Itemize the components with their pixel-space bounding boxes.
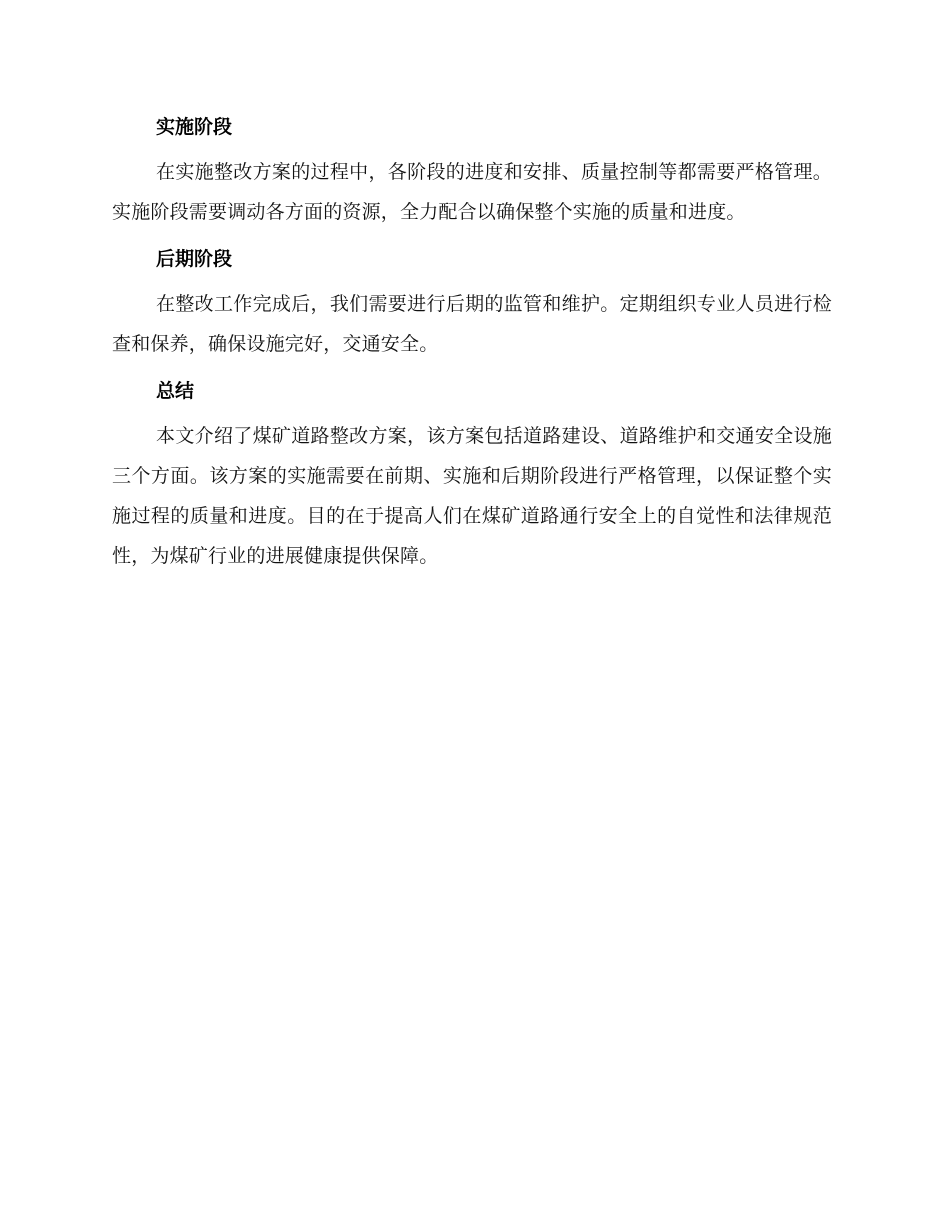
section-paragraph: 在实施整改方案的过程中，各阶段的进度和安排、质量控制等都需要严格管理。实施阶段需要调动各方面的资源，全力配合以确保整个实施的质量和进度。 bbox=[112, 161, 832, 223]
section-implementation bbox=[112, 108, 832, 232]
section-later-stage bbox=[112, 240, 832, 364]
section-heading: 总结 bbox=[156, 380, 195, 402]
document-page bbox=[112, 108, 832, 584]
section-heading: 后期阶段 bbox=[156, 248, 233, 270]
section-paragraph: 在整改工作完成后，我们需要进行后期的监管和维护。定期组织专业人员进行检查和保养，确保设施完好，交通安全。 bbox=[112, 293, 832, 355]
section-heading: 实施阶段 bbox=[156, 116, 233, 138]
section-paragraph: 本文介绍了煤矿道路整改方案，该方案包括道路建设、道路维护和交通安全设施三个方面。该方案的实施需要在前期、实施和后期阶段进行严格管理，以保证整个实施过程的质量和进度。目的在于提高人们在煤矿道路通行安全上的自觉性和法律规范性，为煤矿行业的进展健康提供保障。 bbox=[112, 425, 832, 567]
section-summary bbox=[112, 372, 832, 576]
